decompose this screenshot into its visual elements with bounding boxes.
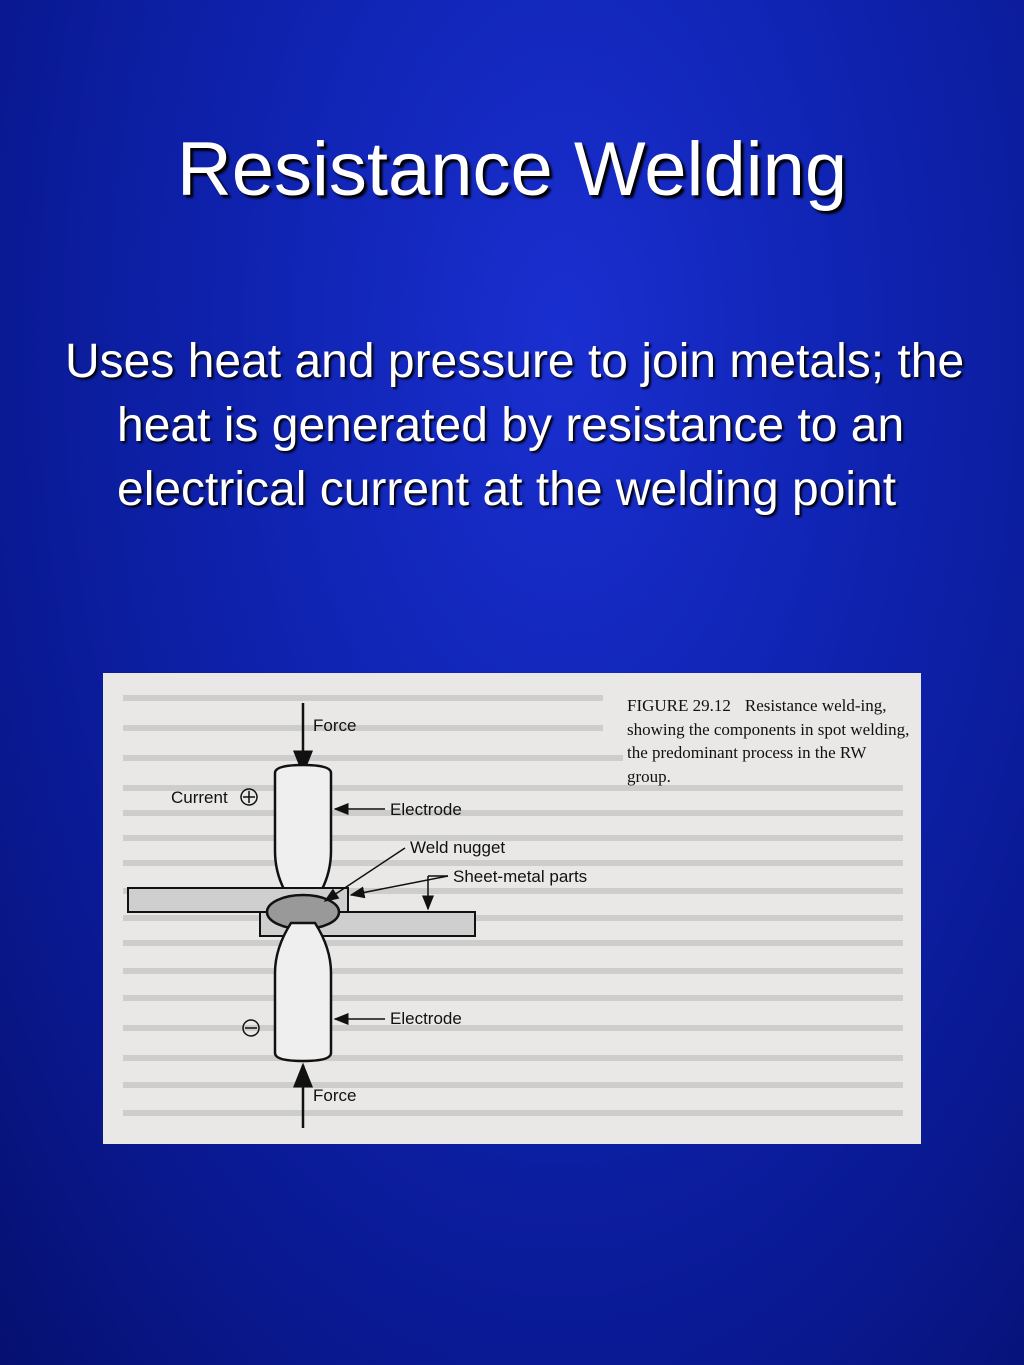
top-electrode xyxy=(275,765,331,901)
label-force-bottom: Force xyxy=(313,1086,357,1105)
figure-caption xyxy=(627,694,912,788)
label-weld-nugget: Weld nugget xyxy=(410,838,506,857)
label-current: Current xyxy=(171,788,228,807)
label-sheet-metal: Sheet-metal parts xyxy=(453,867,588,886)
label-electrode-top: Electrode xyxy=(390,800,462,819)
slide-title: Resistance Welding xyxy=(176,127,848,212)
figure-caption-text: Resistance weld-ing, showing the components in spot welding, the predominant process in the RW group. xyxy=(627,696,910,786)
slide-body-text: Uses heat and pressure to join metals; the heat is generated by resistance to an electrical current at the welding point xyxy=(65,335,965,516)
figure-number: FIGURE 29.12 xyxy=(627,696,731,715)
bottom-electrode xyxy=(275,923,331,1061)
minus-terminal-icon xyxy=(243,1020,259,1036)
label-electrode-bottom: Electrode xyxy=(390,1009,462,1028)
label-force-top: Force xyxy=(313,716,357,735)
spot-welding-figure xyxy=(103,673,921,1144)
plus-terminal-icon xyxy=(241,789,257,805)
